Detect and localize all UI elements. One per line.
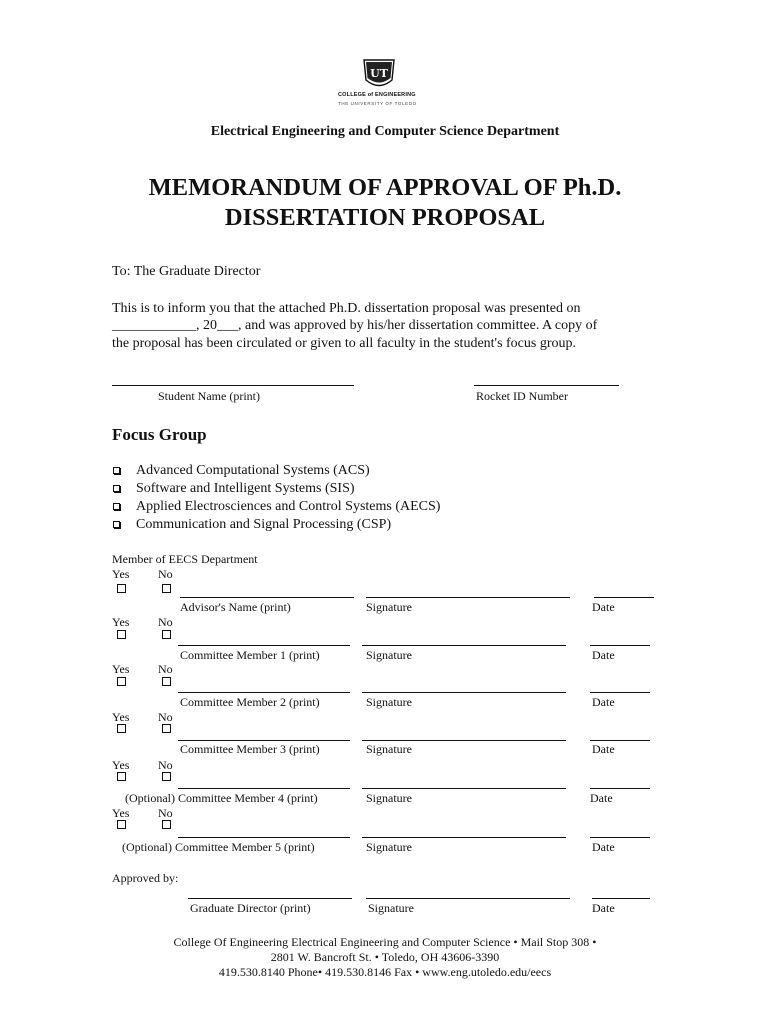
member4-name-label: (Optional) Committee Member 4 (print) <box>125 791 318 805</box>
member2-signature-field[interactable] <box>362 692 566 693</box>
focus-item-csp: Communication and Signal Processing (CSP) <box>136 517 392 532</box>
paragraph-line3: the proposal has been circulated or given to all faculty in the student's focus group. <box>112 336 577 351</box>
paragraph-line2: ____________, 20___, and was approved by his/her dissertation committee. A copy of <box>112 318 598 333</box>
member1-name-label: Committee Member 1 (print) <box>180 648 320 662</box>
member4-yes-checkbox[interactable] <box>117 772 126 781</box>
to-line: To: The Graduate Director <box>112 264 261 279</box>
member1-name-field[interactable] <box>178 645 350 646</box>
member3-yes-checkbox[interactable] <box>117 724 126 733</box>
member2-name-label: Committee Member 2 (print) <box>180 695 320 709</box>
advisor-signature-field[interactable] <box>366 597 570 598</box>
member5-name-field[interactable] <box>178 837 350 838</box>
member3-no-checkbox[interactable] <box>162 724 171 733</box>
member4-no-checkbox[interactable] <box>162 772 171 781</box>
graduate-director-signature-field[interactable] <box>366 898 570 899</box>
student-name-label: Student Name (print) <box>158 389 260 403</box>
yes-label: Yes <box>112 615 130 629</box>
date-label: Date <box>592 600 615 614</box>
signature-label: Signature <box>366 791 412 805</box>
shield-icon <box>334 58 424 92</box>
member1-date-field[interactable] <box>590 645 650 646</box>
advisor-date-field[interactable] <box>594 597 654 598</box>
advisor-name-label: Advisor's Name (print) <box>180 600 291 614</box>
memo-title-line2: DISSERTATION PROPOSAL <box>224 204 546 231</box>
member1-no-checkbox[interactable] <box>162 630 171 639</box>
member2-name-field[interactable] <box>178 692 350 693</box>
date-label: Date <box>592 695 615 709</box>
member3-name-field[interactable] <box>178 740 350 741</box>
member4-name-field[interactable] <box>178 788 350 789</box>
rocket-id-label: Rocket ID Number <box>476 389 568 403</box>
memo-title-line1: MEMORANDUM OF APPROVAL OF Ph.D. <box>148 174 622 201</box>
rocket-id-field[interactable] <box>474 385 619 386</box>
member3-name-label: Committee Member 3 (print) <box>180 742 320 756</box>
yes-label: Yes <box>112 662 130 676</box>
no-label: No <box>158 662 173 676</box>
member1-signature-field[interactable] <box>362 645 566 646</box>
signature-label: Signature <box>366 840 412 854</box>
member3-signature-field[interactable] <box>362 740 566 741</box>
member2-no-checkbox[interactable] <box>162 677 171 686</box>
date-label: Date <box>592 742 615 756</box>
logo-college-text: COLLEGE of ENGINEERING <box>338 92 416 98</box>
member5-no-checkbox[interactable] <box>162 820 171 829</box>
focus-checkbox-sis[interactable] <box>113 485 120 492</box>
yes-label: Yes <box>112 806 130 820</box>
signature-label: Signature <box>366 695 412 709</box>
date-label: Date <box>590 791 613 805</box>
yes-label: Yes <box>112 567 130 581</box>
advisor-name-field[interactable] <box>180 597 354 598</box>
member5-signature-field[interactable] <box>362 837 566 838</box>
focus-item-aecs: Applied Electrosciences and Control Systems (AECS) <box>136 499 441 514</box>
logo-university-text: THE UNIVERSITY OF TOLEDO <box>338 101 417 106</box>
member3-date-field[interactable] <box>590 740 650 741</box>
graduate-director-name-field[interactable] <box>188 898 352 899</box>
no-label: No <box>158 710 173 724</box>
signature-label: Signature <box>366 648 412 662</box>
advisor-no-checkbox[interactable] <box>162 584 171 593</box>
focus-checkbox-csp[interactable] <box>113 521 120 528</box>
logo-mark: UT <box>370 67 388 80</box>
no-label: No <box>158 567 173 581</box>
approved-by-label: Approved by: <box>112 871 179 885</box>
member5-date-field[interactable] <box>590 837 650 838</box>
yes-label: Yes <box>112 710 130 724</box>
signature-label: Signature <box>366 600 412 614</box>
date-label: Date <box>592 901 615 915</box>
footer-line1: College Of Engineering Electrical Engineering and Computer Science • Mail Stop 308 • <box>173 935 597 949</box>
focus-checkbox-aecs[interactable] <box>113 503 120 510</box>
member5-yes-checkbox[interactable] <box>117 820 126 829</box>
signature-label: Signature <box>366 742 412 756</box>
member2-yes-checkbox[interactable] <box>117 677 126 686</box>
member4-date-field[interactable] <box>590 788 650 789</box>
advisor-yes-checkbox[interactable] <box>117 584 126 593</box>
student-name-field[interactable] <box>112 385 354 386</box>
date-label: Date <box>592 840 615 854</box>
member5-name-label: (Optional) Committee Member 5 (print) <box>122 840 315 854</box>
member-eecs-label: Member of EECS Department <box>112 552 258 566</box>
focus-item-acs: Advanced Computational Systems (ACS) <box>136 463 370 478</box>
college-logo <box>334 58 424 108</box>
member1-yes-checkbox[interactable] <box>117 630 126 639</box>
member4-signature-field[interactable] <box>362 788 566 789</box>
member2-date-field[interactable] <box>590 692 650 693</box>
footer-line2: 2801 W. Bancroft St. • Toledo, OH 43606-3390 <box>270 950 500 964</box>
graduate-director-date-field[interactable] <box>592 898 650 899</box>
yes-label: Yes <box>112 758 130 772</box>
focus-checkbox-acs[interactable] <box>113 467 120 474</box>
signature-label: Signature <box>368 901 414 915</box>
date-label: Date <box>592 648 615 662</box>
department-heading: Electrical Engineering and Computer Science Department <box>210 124 560 139</box>
no-label: No <box>158 615 173 629</box>
footer-line3: 419.530.8140 Phone• 419.530.8146 Fax • www.eng.utoledo.edu/eecs <box>218 965 552 979</box>
graduate-director-label: Graduate Director (print) <box>190 901 311 915</box>
no-label: No <box>158 758 173 772</box>
focus-group-heading: Focus Group <box>112 425 207 444</box>
paragraph-line1: This is to inform you that the attached Ph.D. dissertation proposal was presented on <box>112 301 581 316</box>
no-label: No <box>158 806 173 820</box>
focus-item-sis: Software and Intelligent Systems (SIS) <box>136 481 355 496</box>
